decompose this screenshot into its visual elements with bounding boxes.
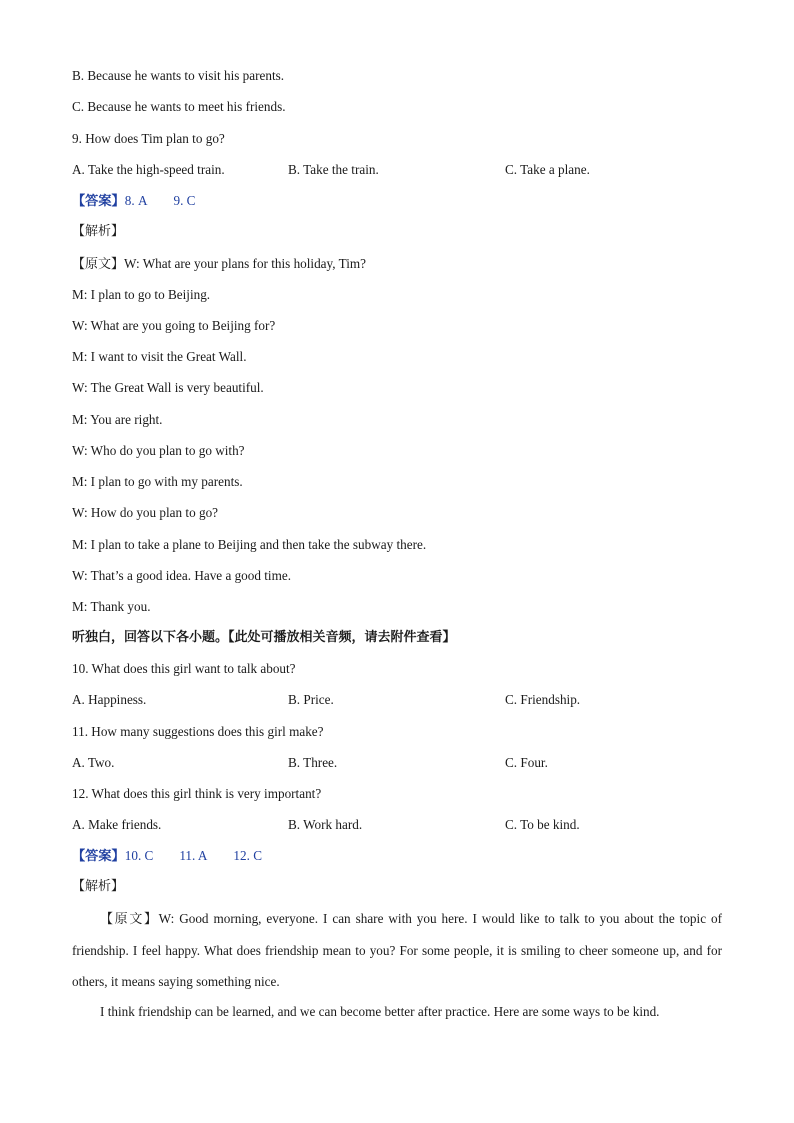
options-q10 [0,692,794,708]
transcript-line: W: What are you going to Beijing for? [72,318,276,333]
option-c: C. Four. [505,755,548,770]
option-a: A. Two. [72,755,115,770]
source-label: 【原文】 [72,257,125,272]
answer-label: 【答案】 [72,194,125,209]
option-b: B. Three. [288,755,338,770]
option-b: B. Take the train. [288,162,379,177]
option-a: A. Make friends. [72,817,162,832]
transcript-line: W: The Great Wall is very beautiful. [72,380,264,395]
transcript-line: M: Thank you. [72,599,151,614]
option-b: B. Price. [288,692,334,707]
answer-label: 【答案】 [72,849,125,864]
options-q9 [0,162,794,178]
monologue-paragraph-2: I think friendship can be learned, and we can become better after practice. Here are some ways to be kind. [100,1004,660,1019]
instruction: 听独白，回答以下各小题。【此处可播放相关音频，请去附件查看】 [72,630,456,645]
question-11: 11. How many suggestions does this girl make? [72,724,324,739]
options-q11 [0,755,794,771]
option-a: A. Take the high-speed train. [72,162,225,177]
option-c: C. To be kind. [505,817,580,832]
analysis-label-2: 【解析】 [72,879,125,894]
transcript-line: W: That’s a good idea. Have a good time. [72,568,291,583]
transcript-line: W: Who do you plan to go with? [72,443,245,458]
transcript-line: M: You are right. [72,412,163,427]
transcript-text: W: What are your plans for this holiday, Tim? [124,256,366,271]
question-10: 10. What does this girl want to talk about? [72,661,296,676]
option-b: B. Work hard. [288,817,363,832]
question-9: 9. How does Tim plan to go? [72,131,225,146]
paragraph-text: W: Good morning, everyone. I can share with you here. I would like to talk to you about the topic of friendship. I feel happy. What does friendship mean to you? For some people, it is smiling to cheer someone up, and for others, it means saying something nice. [72,911,722,989]
answer-value: 11. A [179,848,208,863]
source-label: 【原文】 [100,912,159,927]
answer-value: 9. C [173,193,196,208]
transcript-line: M: I plan to go with my parents. [72,474,243,489]
answer-value: 8. A [124,193,148,208]
answer-line-2 [72,848,262,865]
analysis-label-1: 【解析】 [72,224,125,239]
transcript-line: W: How do you plan to go? [72,505,219,520]
option-a: A. Happiness. [72,692,147,707]
option-c-q8: C. Because he wants to meet his friends. [72,99,286,114]
options-q12 [0,817,794,833]
transcript-line [72,256,366,273]
option-c: C. Friendship. [505,692,581,707]
option-b-q8: B. Because he wants to visit his parents. [72,68,285,83]
answer-value: 12. C [233,848,262,863]
option-c: C. Take a plane. [505,162,590,177]
transcript-line: M: I plan to take a plane to Beijing and then take the subway there. [72,537,427,552]
transcript-line: M: I want to visit the Great Wall. [72,349,247,364]
transcript-line: M: I plan to go to Beijing. [72,287,211,302]
monologue-paragraph-1 [72,903,722,997]
question-12: 12. What does this girl think is very important? [72,786,322,801]
answer-line-1 [72,193,195,210]
answer-value: 10. C [124,848,154,863]
